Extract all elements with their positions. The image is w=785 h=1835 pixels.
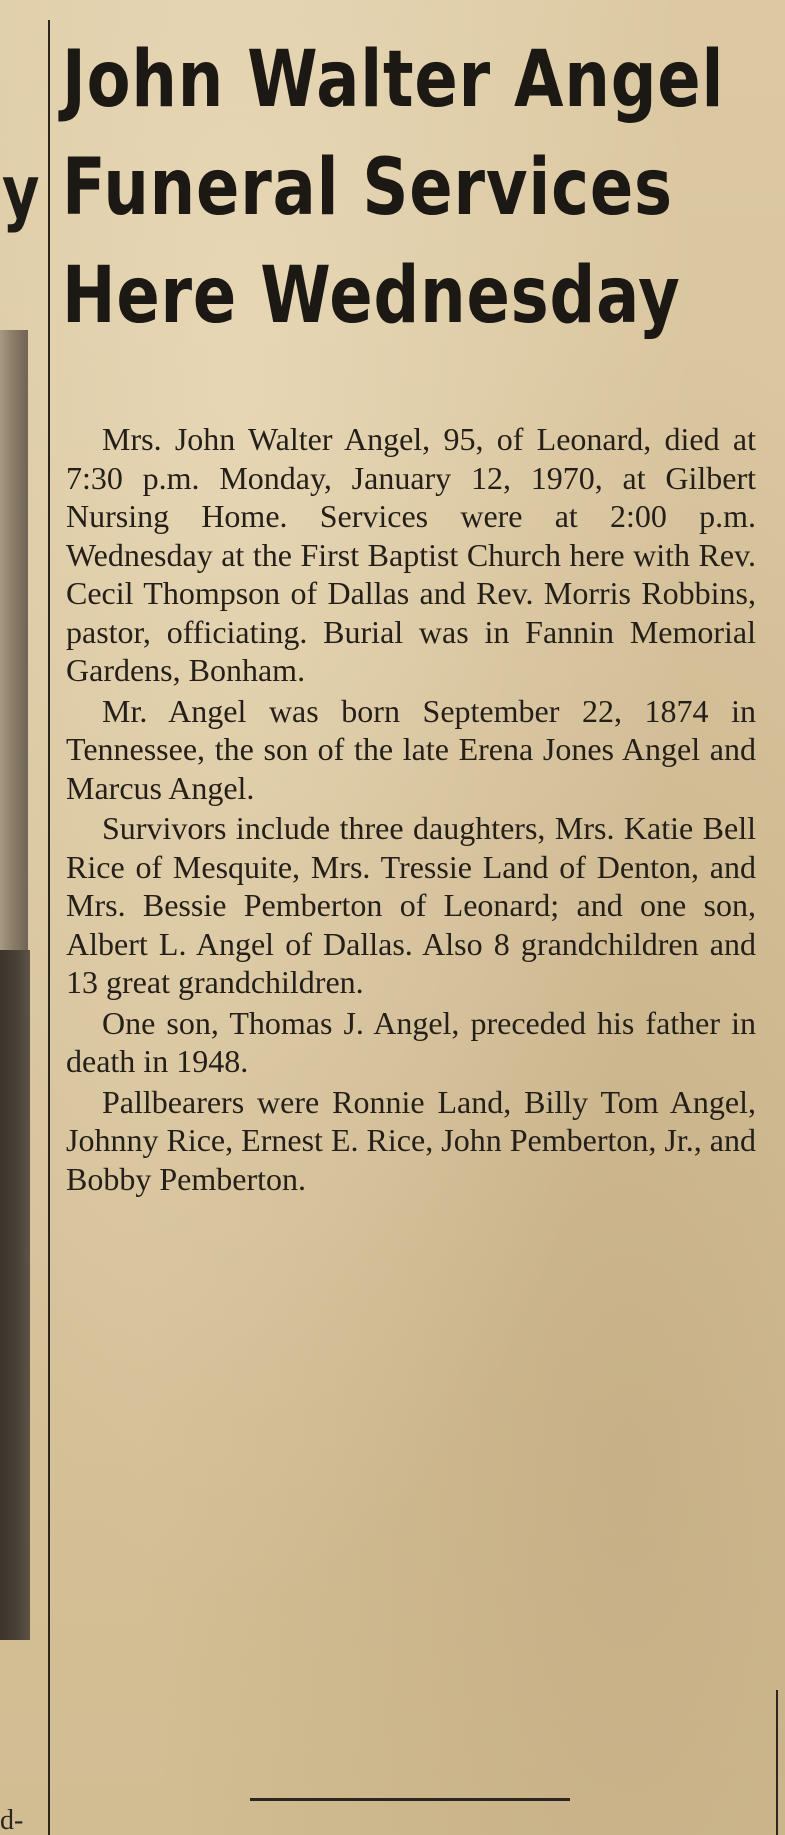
adjacent-headline-letter: y xyxy=(2,150,40,234)
column-rule-left xyxy=(48,20,50,1835)
end-of-article-rule xyxy=(250,1798,570,1801)
paragraph-birth: Mr. Angel was born September 22, 1874 in Tennessee, the son of the late Erena Jones Angel and Marcus Angel. xyxy=(66,692,756,806)
headline-line-2: Funeral Services xyxy=(62,143,673,233)
headline-line-3: Here Wednesday xyxy=(62,251,681,341)
obituary-headline xyxy=(62,26,762,350)
paragraph-pallbearers: Pallbearers were Ronnie Land, Billy Tom Angel, Johnny Rice, Ernest E. Rice, John Pemberton, Jr., and Bobby Pemberton. xyxy=(66,1083,756,1197)
paragraph-survivors: Survivors include three daughters, Mrs. Katie Bell Rice of Mesquite, Mrs. Tressie Land of Denton, and Mrs. Bessie Pemberton of Leonard; and one son, Albert L. Angel of Dallas. Also 8 grandchildren and 13 great grandchildren. xyxy=(66,810,756,1000)
adjacent-photo-dark-edge xyxy=(0,950,30,1640)
headline-line-1: John Walter Angel xyxy=(62,35,725,125)
obituary-body xyxy=(66,420,756,1198)
paragraph-preceded: One son, Thomas J. Angel, preceded his father in death in 1948. xyxy=(66,1004,756,1079)
column-rule-right xyxy=(776,1690,778,1835)
adjacent-text-fragment: d- xyxy=(0,1805,24,1835)
paragraph-death-notice: Mrs. John Walter Angel, 95, of Leonard, died at 7:30 p.m. Monday, January 12, 1970, at Gilbert Nursing Home. Services were at 2:00 p.m. Wednesday at the First Baptist Church here with Rev. Cecil Thompson of Dallas and Rev. Morris Robbins, pastor, officiating. Burial was in Fannin Memorial Gardens, Bonham. xyxy=(66,421,756,688)
adjacent-column-fragment xyxy=(0,0,40,1835)
